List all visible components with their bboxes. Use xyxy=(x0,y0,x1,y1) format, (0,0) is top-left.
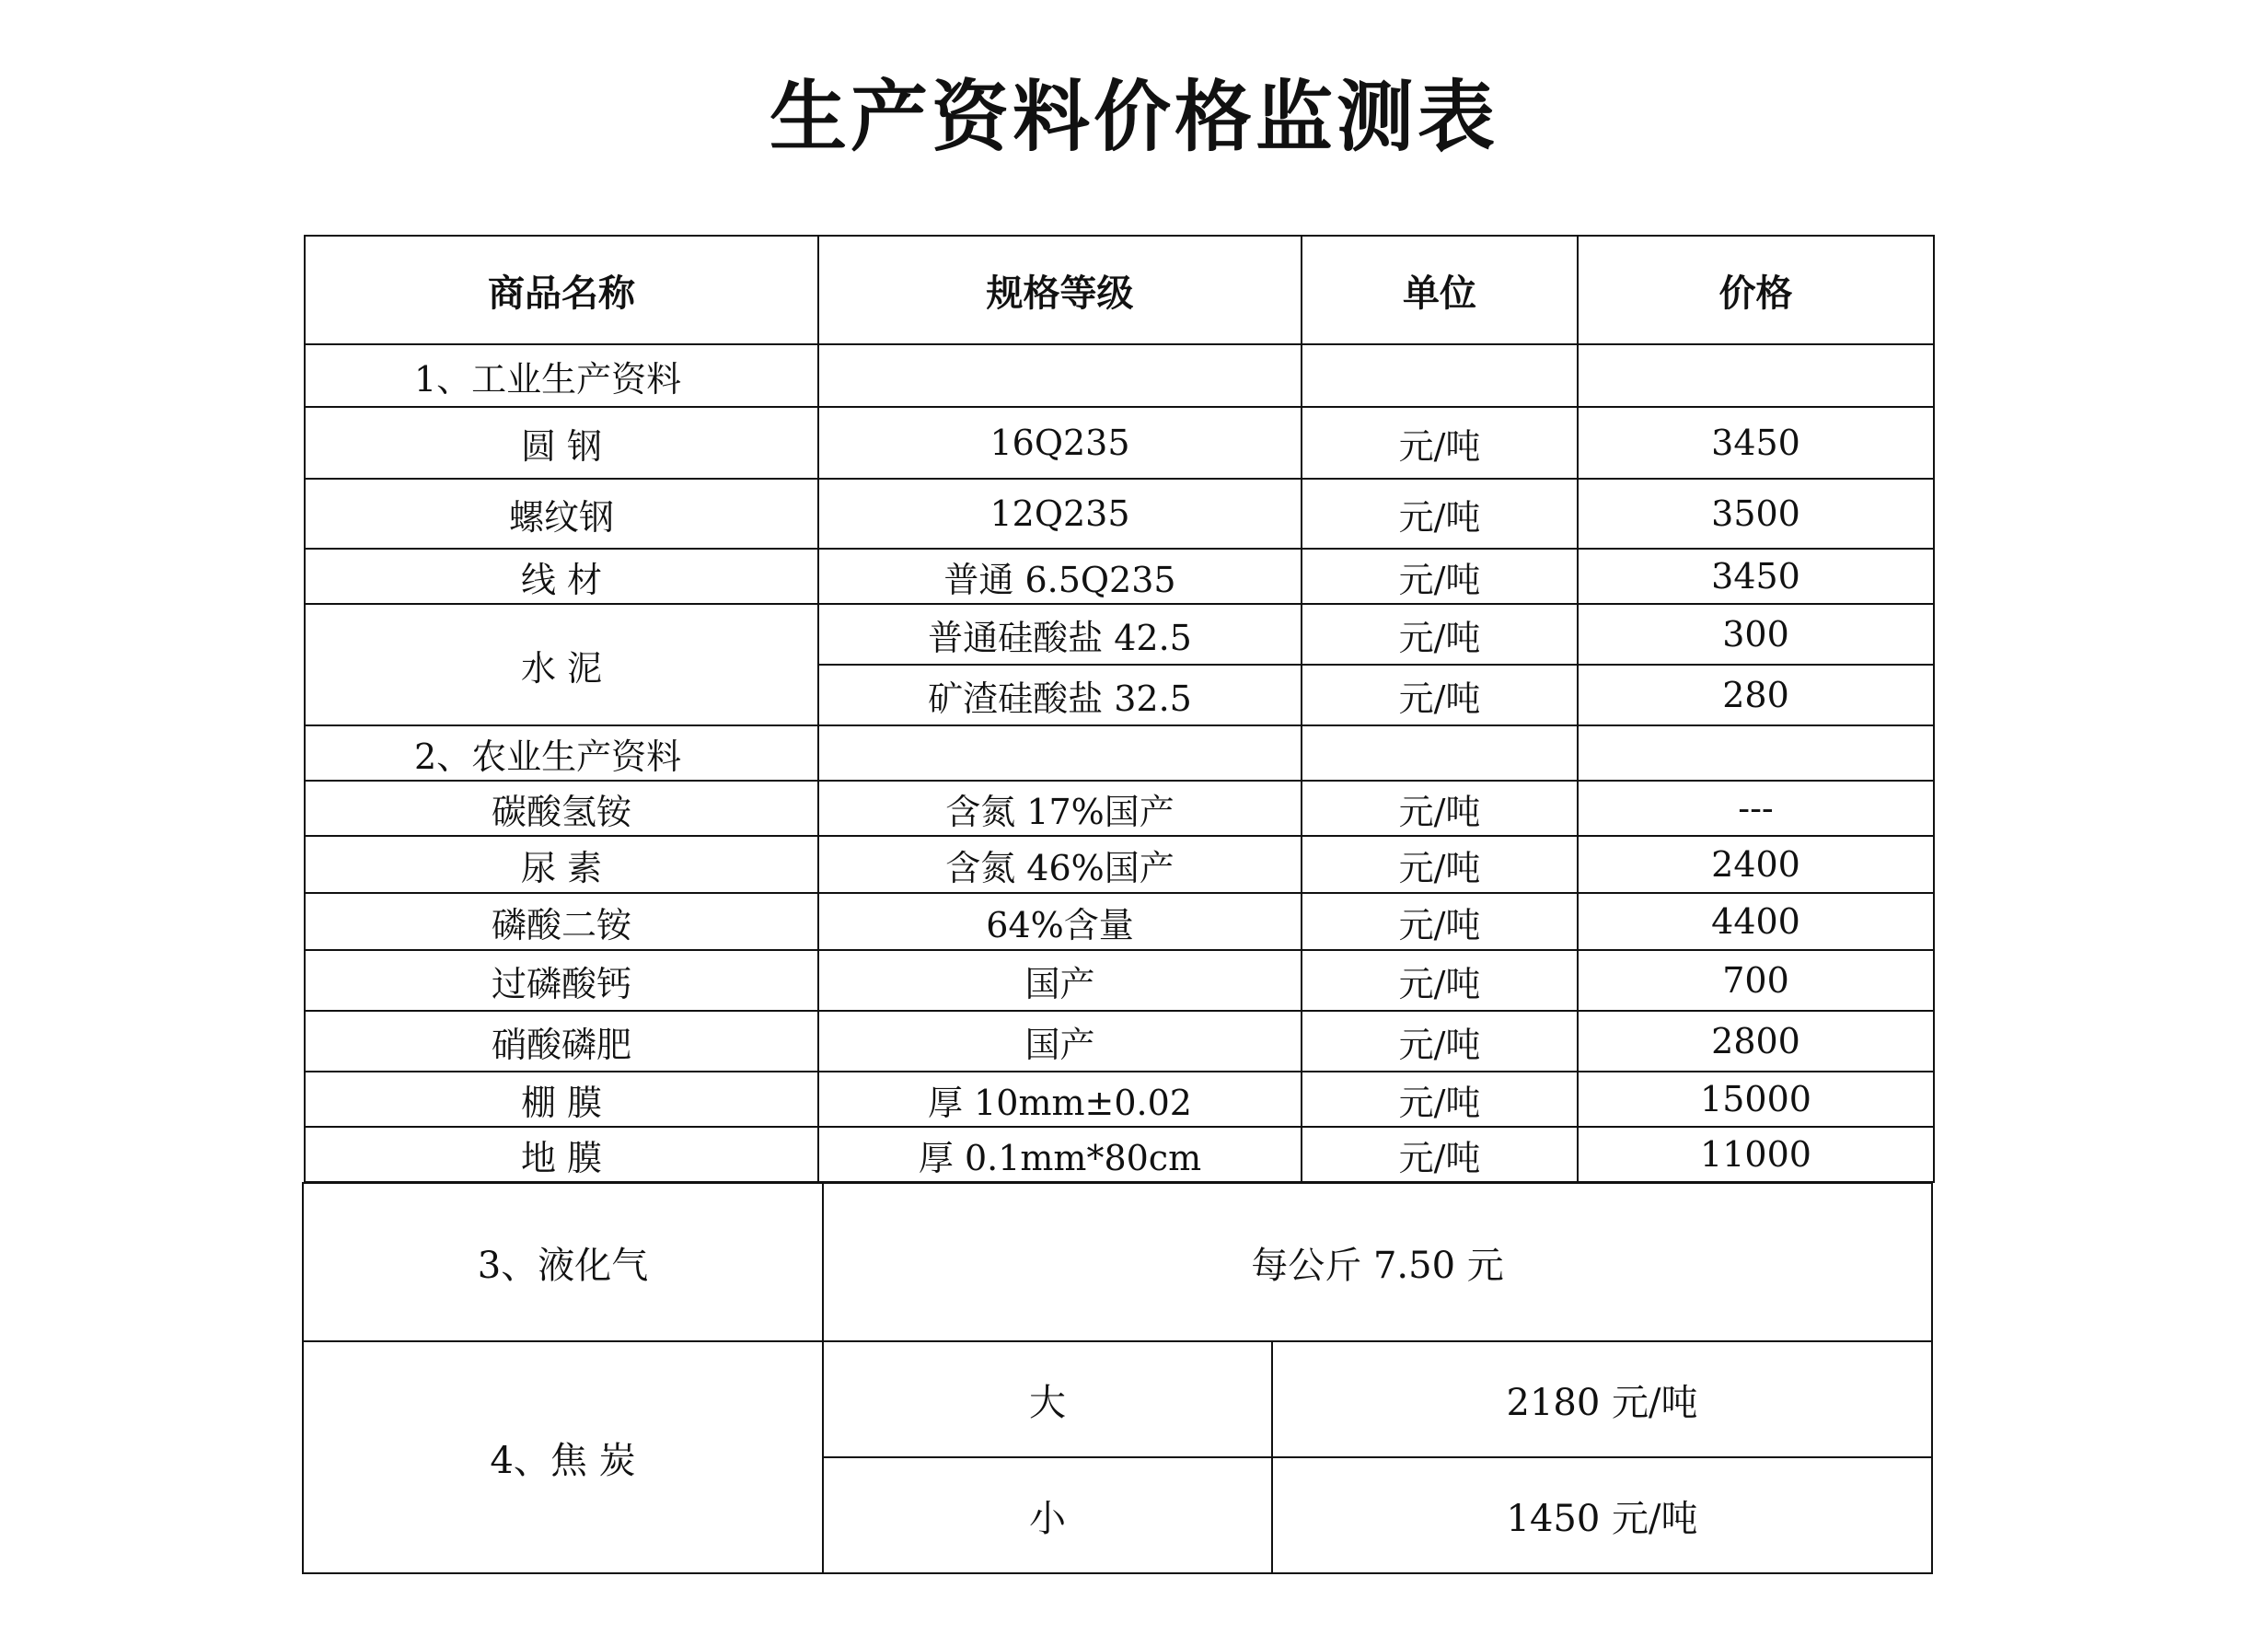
product-price: 15000 xyxy=(1578,1072,1934,1127)
product-unit: 元/吨 xyxy=(1302,479,1578,549)
page-title: 生产资料价格监测表 xyxy=(769,72,1498,162)
header-spec: 规格等级 xyxy=(818,236,1302,344)
table-row xyxy=(305,1072,1934,1127)
coke-row xyxy=(303,1341,1932,1457)
product-unit: 元/吨 xyxy=(1302,1011,1578,1072)
product-unit: 元/吨 xyxy=(1302,407,1578,479)
table-row xyxy=(305,604,1934,665)
product-unit: 元/吨 xyxy=(1302,893,1578,950)
product-price: 4400 xyxy=(1578,893,1934,950)
empty-cell xyxy=(1302,344,1578,407)
coke-size: 大 xyxy=(823,1341,1272,1457)
product-unit: 元/吨 xyxy=(1302,950,1578,1011)
product-name: 碳酸氢铵 xyxy=(305,781,818,836)
product-spec: 普通 6.5Q235 xyxy=(818,549,1302,604)
coke-size: 小 xyxy=(823,1457,1272,1573)
product-unit: 元/吨 xyxy=(1302,549,1578,604)
lpg-price: 每公斤 7.50 元 xyxy=(823,1183,1932,1341)
table-row xyxy=(305,407,1934,479)
product-price: --- xyxy=(1578,781,1934,836)
section-row xyxy=(305,344,1934,407)
product-name: 过磷酸钙 xyxy=(305,950,818,1011)
product-price: 2800 xyxy=(1578,1011,1934,1072)
product-name: 水 泥 xyxy=(305,604,818,725)
product-price: 700 xyxy=(1578,950,1934,1011)
header-row xyxy=(305,236,1934,344)
product-unit: 元/吨 xyxy=(1302,1072,1578,1127)
product-name: 硝酸磷肥 xyxy=(305,1011,818,1072)
product-name: 圆 钢 xyxy=(305,407,818,479)
empty-cell xyxy=(1578,725,1934,781)
header-unit: 单位 xyxy=(1302,236,1578,344)
product-price: 3500 xyxy=(1578,479,1934,549)
product-spec: 国产 xyxy=(818,950,1302,1011)
price-table xyxy=(304,235,1935,1183)
product-name: 磷酸二铵 xyxy=(305,893,818,950)
empty-cell xyxy=(1578,344,1934,407)
product-price: 3450 xyxy=(1578,407,1934,479)
product-name: 螺纹钢 xyxy=(305,479,818,549)
table-row xyxy=(305,836,1934,893)
product-price: 280 xyxy=(1578,665,1934,725)
product-spec: 厚 0.1mm*80cm xyxy=(818,1127,1302,1182)
product-name: 尿 素 xyxy=(305,836,818,893)
product-spec: 64%含量 xyxy=(818,893,1302,950)
product-price: 3450 xyxy=(1578,549,1934,604)
product-unit: 元/吨 xyxy=(1302,604,1578,665)
table-row xyxy=(305,1011,1934,1072)
product-price: 300 xyxy=(1578,604,1934,665)
product-spec: 12Q235 xyxy=(818,479,1302,549)
product-spec: 矿渣硅酸盐 32.5 xyxy=(818,665,1302,725)
section-row xyxy=(305,725,1934,781)
product-spec: 含氮 46%国产 xyxy=(818,836,1302,893)
product-price: 2400 xyxy=(1578,836,1934,893)
product-price: 11000 xyxy=(1578,1127,1934,1182)
section-industrial: 1、工业生产资料 xyxy=(305,344,818,407)
coke-price: 1450 元/吨 xyxy=(1272,1457,1932,1573)
empty-cell xyxy=(818,344,1302,407)
product-unit: 元/吨 xyxy=(1302,665,1578,725)
table-row xyxy=(305,549,1934,604)
empty-cell xyxy=(1302,725,1578,781)
lpg-row xyxy=(303,1183,1932,1341)
product-name: 线 材 xyxy=(305,549,818,604)
table-row xyxy=(305,893,1934,950)
section-agricultural: 2、农业生产资料 xyxy=(305,725,818,781)
table-row xyxy=(305,950,1934,1011)
lpg-label: 3、液化气 xyxy=(303,1183,823,1341)
table-row xyxy=(305,781,1934,836)
product-unit: 元/吨 xyxy=(1302,836,1578,893)
table-row xyxy=(305,479,1934,549)
empty-cell xyxy=(818,725,1302,781)
product-unit: 元/吨 xyxy=(1302,781,1578,836)
product-unit: 元/吨 xyxy=(1302,1127,1578,1182)
table-row xyxy=(305,1127,1934,1182)
coke-price: 2180 元/吨 xyxy=(1272,1341,1932,1457)
product-name: 棚 膜 xyxy=(305,1072,818,1127)
product-spec: 国产 xyxy=(818,1011,1302,1072)
product-name: 地 膜 xyxy=(305,1127,818,1182)
product-spec: 普通硅酸盐 42.5 xyxy=(818,604,1302,665)
header-price: 价格 xyxy=(1578,236,1934,344)
fuel-table xyxy=(302,1182,1933,1574)
product-spec: 16Q235 xyxy=(818,407,1302,479)
coke-label: 4、焦 炭 xyxy=(303,1341,823,1573)
product-spec: 厚 10mm±0.02 xyxy=(818,1072,1302,1127)
header-name: 商品名称 xyxy=(305,236,818,344)
product-spec: 含氮 17%国产 xyxy=(818,781,1302,836)
